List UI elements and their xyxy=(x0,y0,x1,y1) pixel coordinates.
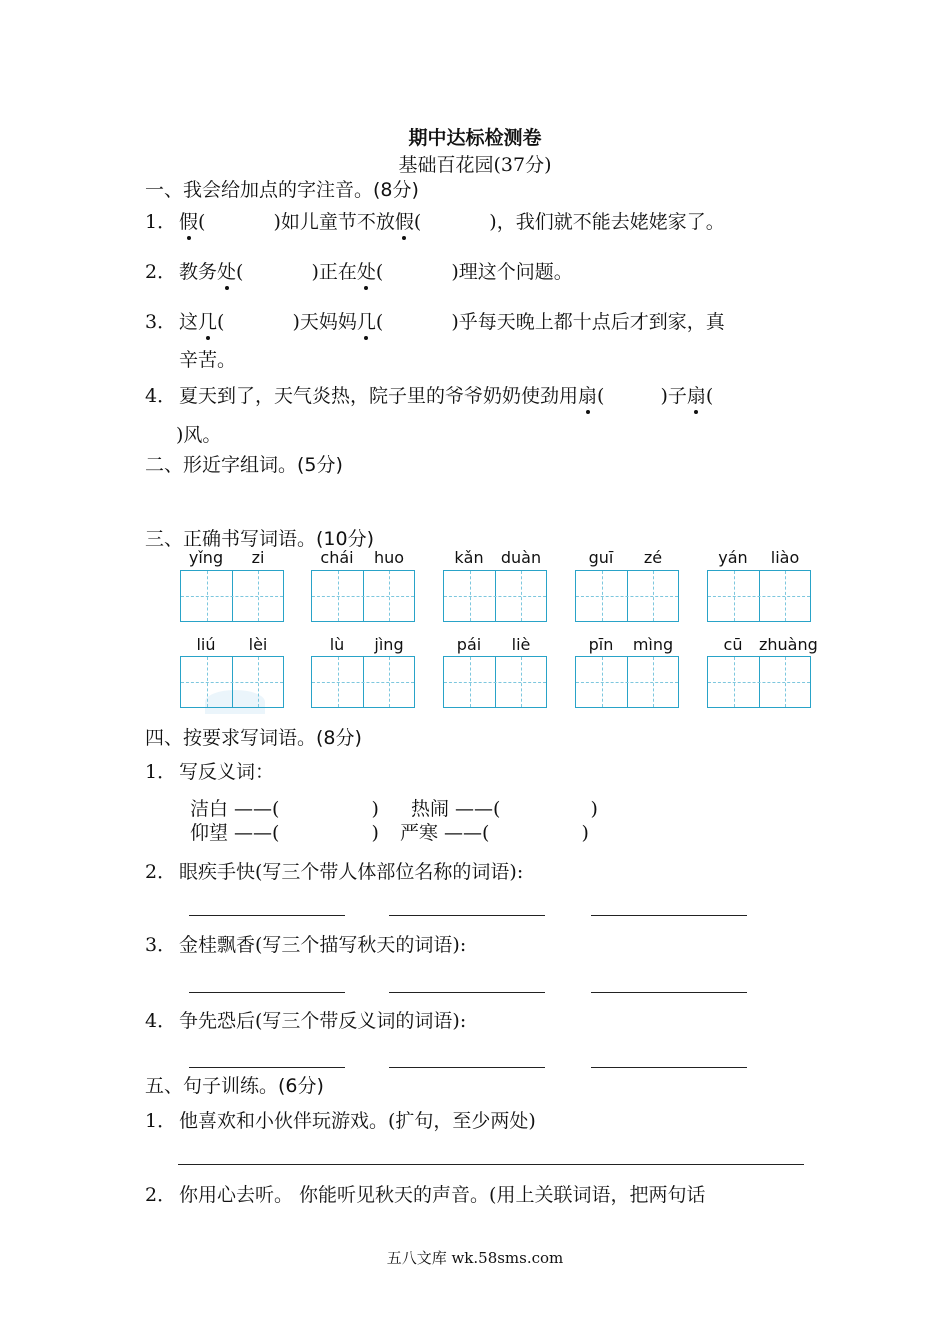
text: 夏天到了，天气炎热，院子里的爷爷奶奶使劲用 xyxy=(179,385,579,407)
writing-grid-box[interactable] xyxy=(443,656,547,708)
section-4-heading: 四、按要求写词语。(8分) xyxy=(145,727,362,749)
dotted-char: 扇 xyxy=(686,385,706,407)
q-number: 2． xyxy=(145,861,177,883)
pinyin-label: huo xyxy=(373,548,405,567)
answer-line[interactable] xyxy=(591,915,747,916)
paren-open: ( xyxy=(375,311,384,333)
pinyin-label: chái xyxy=(320,548,354,567)
s5-q2 xyxy=(145,1183,705,1207)
pinyin-label: lèi xyxy=(248,635,268,654)
pinyin-label: cū xyxy=(723,635,743,654)
writing-grid-box[interactable] xyxy=(180,656,284,708)
antonym-pair-1 xyxy=(190,797,379,821)
writing-grid-box[interactable] xyxy=(707,656,811,708)
answer-line[interactable] xyxy=(178,1164,804,1165)
question-text: 金桂飘香(写三个描写秋天的词语): xyxy=(179,934,467,956)
section-2-heading: 二、形近字组词。(5分) xyxy=(145,454,343,476)
writing-grid-box[interactable] xyxy=(311,570,415,622)
paren-open: ( xyxy=(413,211,422,233)
text: )正在 xyxy=(311,261,357,283)
text: )理这个问题。 xyxy=(451,261,573,283)
question-text: 写反义词： xyxy=(179,761,275,783)
page-subtitle: 基础百花园(37分) xyxy=(398,154,552,176)
q-number: 3． xyxy=(145,934,177,956)
q-number: 2． xyxy=(145,1184,177,1206)
q-number: 1． xyxy=(145,1110,177,1132)
paren-open: ( xyxy=(217,311,225,333)
antonym-prompt: 严寒 ——( xyxy=(400,822,490,844)
answer-line[interactable] xyxy=(591,992,747,993)
text: )如儿童节不放 xyxy=(273,211,395,233)
antonym-pair-2 xyxy=(411,797,598,821)
s1-q3-cont: 辛苦。 xyxy=(179,349,237,371)
pinyin-label: yǐng xyxy=(188,548,224,567)
pinyin-label: guī xyxy=(588,548,614,567)
paren-close: ) xyxy=(371,798,379,820)
q-number: 3． xyxy=(145,311,177,333)
dotted-char: 处 xyxy=(217,261,237,283)
s1-q4 xyxy=(145,384,713,408)
answer-line[interactable] xyxy=(389,1067,545,1068)
dotted-char: 假 xyxy=(394,211,414,233)
antonym-pair-3 xyxy=(190,821,379,845)
pinyin-label: zhuàng xyxy=(759,635,818,654)
section-3-heading: 三、正确书写词语。(10分) xyxy=(145,528,375,550)
pinyin-label: jìng xyxy=(374,635,404,654)
writing-grid-box[interactable] xyxy=(443,570,547,622)
s5-q1 xyxy=(145,1109,536,1133)
pinyin-label: duàn xyxy=(500,548,542,567)
paren-close: ) xyxy=(371,822,379,844)
pinyin-label: yán xyxy=(718,548,748,567)
s4-q1 xyxy=(145,760,274,784)
writing-grid-box[interactable] xyxy=(707,570,811,622)
antonym-prompt: 仰望 ——( xyxy=(190,822,280,844)
answer-line[interactable] xyxy=(189,992,345,993)
question-text: 眼疾手快(写三个带人体部位名称的词语): xyxy=(179,861,524,883)
answer-line[interactable] xyxy=(591,1067,747,1068)
pinyin-label: lù xyxy=(329,635,345,654)
page-title: 期中达标检测卷 xyxy=(408,127,542,149)
writing-grid-box[interactable] xyxy=(575,570,679,622)
s1-q2 xyxy=(145,260,573,284)
paren-open: ( xyxy=(375,261,384,283)
paren-close: ) xyxy=(590,798,598,820)
dotted-char: 扇 xyxy=(578,385,598,407)
q-number: 4． xyxy=(145,385,177,407)
s4-q4 xyxy=(145,1009,466,1033)
section-5-heading: 五、句子训练。(6分) xyxy=(145,1075,324,1097)
pinyin-label: liú xyxy=(196,635,216,654)
paren-open: ( xyxy=(236,261,244,283)
antonym-prompt: 热闹 ——( xyxy=(411,798,501,820)
s4-q3 xyxy=(145,933,466,957)
antonym-prompt: 洁白 ——( xyxy=(190,798,280,820)
section-1-heading: 一、我会给加点的字注音。(8分) xyxy=(145,179,419,201)
text: )天妈妈 xyxy=(292,311,357,333)
answer-line[interactable] xyxy=(389,915,545,916)
writing-grid-box[interactable] xyxy=(311,656,415,708)
pinyin-label: mìng xyxy=(632,635,674,654)
paren-close: ) xyxy=(581,822,589,844)
q-number: 1． xyxy=(145,211,177,233)
q-number: 2． xyxy=(145,261,177,283)
text: 这 xyxy=(179,311,199,333)
footer-watermark-text: 五八文库 wk.58sms.com xyxy=(386,1249,564,1267)
text: )子 xyxy=(660,385,687,407)
dotted-char: 几 xyxy=(356,311,376,333)
question-text: 你用心去听。 你能听见秋天的声音。(用上关联词语，把两句话 xyxy=(179,1184,706,1206)
paren-open: ( xyxy=(597,385,605,407)
s1-q1 xyxy=(145,210,725,234)
antonym-pair-4 xyxy=(400,821,589,845)
pinyin-label: pái xyxy=(456,635,482,654)
dotted-char: 假 xyxy=(179,211,199,233)
paren-open: ( xyxy=(705,385,714,407)
answer-line[interactable] xyxy=(189,915,345,916)
pinyin-label: liào xyxy=(770,548,800,567)
paren-open: ( xyxy=(198,211,206,233)
dotted-char: 处 xyxy=(356,261,376,283)
pinyin-label: zi xyxy=(251,548,265,567)
dotted-char: 几 xyxy=(198,311,218,333)
pinyin-label: liè xyxy=(511,635,531,654)
question-text: 争先恐后(写三个带反义词的词语): xyxy=(179,1010,467,1032)
pinyin-label: zé xyxy=(643,548,663,567)
text: )，我们就不能去姥姥家了。 xyxy=(489,211,725,233)
answer-line[interactable] xyxy=(389,992,545,993)
writing-grid-box[interactable] xyxy=(575,656,679,708)
text: 教务 xyxy=(179,261,218,283)
s4-q2 xyxy=(145,860,523,884)
writing-grid-box[interactable] xyxy=(180,570,284,622)
pinyin-label: pīn xyxy=(588,635,614,654)
question-text: 他喜欢和小伙伴玩游戏。(扩句，至少两处) xyxy=(179,1110,536,1132)
s1-q3 xyxy=(145,310,725,334)
q-number: 4． xyxy=(145,1010,177,1032)
answer-line[interactable] xyxy=(189,1067,345,1068)
pinyin-label: kǎn xyxy=(454,548,484,567)
q-number: 1． xyxy=(145,761,177,783)
text: )乎每天晚上都十点后才到家，真 xyxy=(451,311,725,333)
s1-q4-cont: )风。 xyxy=(176,424,222,446)
